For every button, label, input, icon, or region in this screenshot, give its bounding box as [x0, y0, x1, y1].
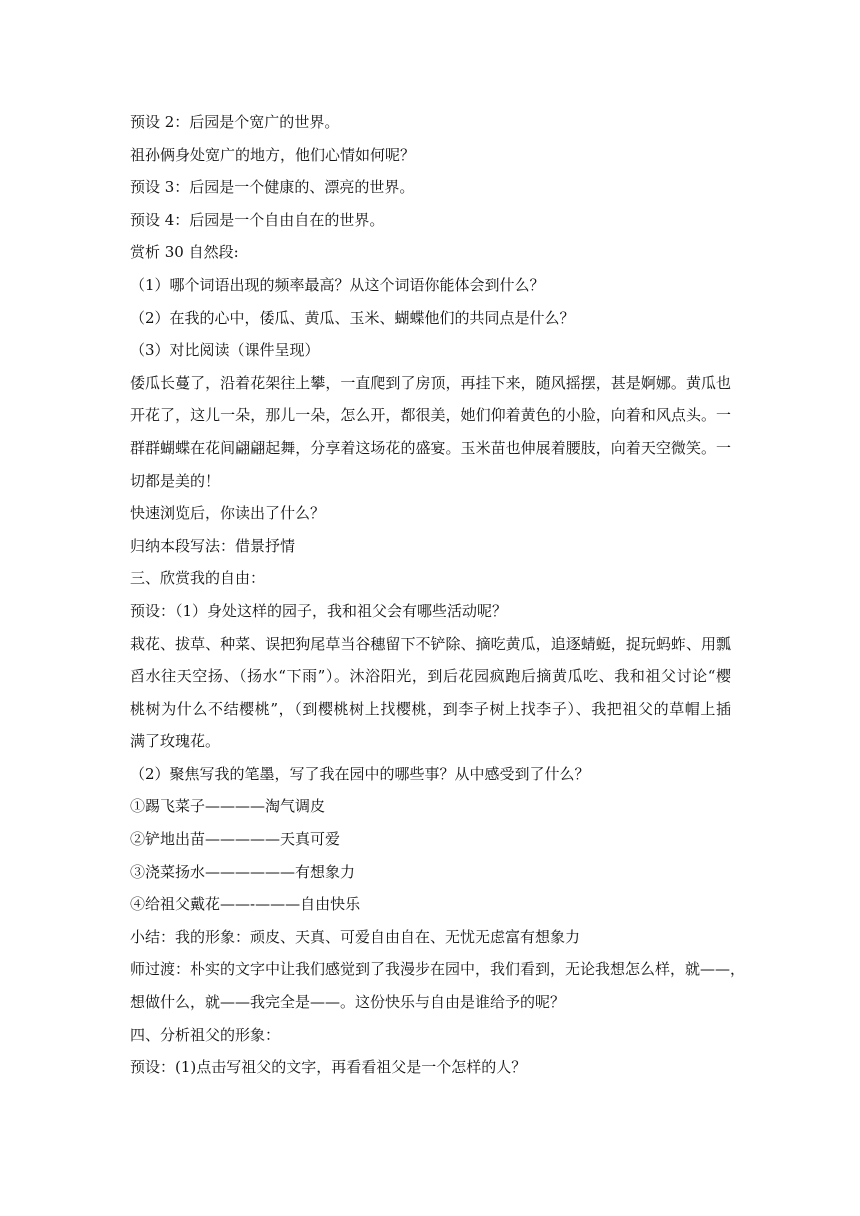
text-line: 祖孙俩身处宽广的地方，他们心情如何呢？ — [130, 145, 416, 164]
text-line: 舀水往天空扬、（扬水“下雨”）。沐浴阳光，到后花园疯跑后摘黄瓜吃、我和祖父讨论“樱 — [130, 667, 731, 686]
text-line: 预设：(1)点击写祖父的文字，再看看祖父是一个怎样的人？ — [130, 1058, 527, 1077]
text-line: 预设 2：后园是个宽广的世界。 — [130, 113, 340, 131]
text-line: 切都是美的！ — [130, 471, 221, 490]
text-line: 满了玫瑰花。 — [130, 732, 221, 751]
list-item: ④给祖父戴花——-———自由快乐 — [130, 895, 361, 914]
document-body — [130, 106, 746, 1084]
text-line: 归纳本段写法：借景抒情 — [130, 536, 296, 555]
text-line: 桃树为什么不结樱桃”，（到樱桃树上找樱桃，到李子树上找李子）、我把祖父的草帽上插 — [130, 699, 731, 718]
text-line: 预设 4：后园是一个自由自在的世界。 — [130, 210, 385, 229]
text-line: （2）在我的心中，倭瓜、黄瓜、玉米、蝴蝶他们的共同点是什么？ — [130, 308, 575, 327]
text-line: 快速浏览后，你读出了什么？ — [130, 504, 326, 523]
text-line: 倭瓜长蔓了，沿着花架往上攀，一直爬到了房顶，再挂下来，随风摇摆，甚是婀娜。黄瓜也 — [130, 373, 731, 392]
text-line: 栽花、拔草、种菜、误把狗尾草当谷穗留下不铲除、摘吃黄瓜，追逐蜻蜓，捉玩蚂蚱、用瓢 — [130, 634, 731, 653]
text-line: （2）聚焦写我的笔墨，写了我在园中的哪些事？从中感受到了什么？ — [130, 764, 590, 783]
text-line: 预设：（1）身处这样的园子，我和祖父会有哪些活动呢？ — [130, 601, 508, 620]
list-item: ②铲地出苗—————天真可爱 — [130, 830, 341, 849]
text-line: 预设 3：后园是一个健康的、漂亮的世界。 — [130, 178, 415, 197]
text-line: 小结：我的形象：顽皮、天真、可爱自由自在、无忧无虑富有想象力 — [130, 927, 581, 946]
text-line: （3）对比阅读（课件呈现） — [130, 341, 320, 360]
text-line: 群群蝴蝶在花间翩翩起舞，分享着这场花的盛宴。玉米苗也伸展着腰肢，向着天空微笑。一 — [130, 438, 731, 457]
section-heading: 三、欣赏我的自由： — [130, 569, 266, 588]
list-item: ③浇菜扬水——————有想象力 — [130, 862, 356, 881]
section-heading: 四、分析祖父的形象： — [130, 1025, 281, 1044]
text-line: 赏析 30 自然段: — [130, 243, 239, 262]
list-item: ①踢飞菜子————淘气调皮 — [130, 797, 326, 816]
text-line: 师过渡：朴实的文字中让我们感觉到了我漫步在园中，我们看到，无论我想怎么样，就——， — [130, 960, 746, 979]
text-line: （1）哪个词语出现的频率最高？从这个词语你能体会到什么？ — [130, 275, 545, 294]
text-line: 开花了，这儿一朵，那儿一朵，怎么开，都很美，她们仰着黄色的小脸，向着和风点头。一 — [130, 406, 731, 425]
text-line: 想做什么，就——我完全是——。这份快乐与自由是谁给予的呢？ — [130, 993, 566, 1012]
